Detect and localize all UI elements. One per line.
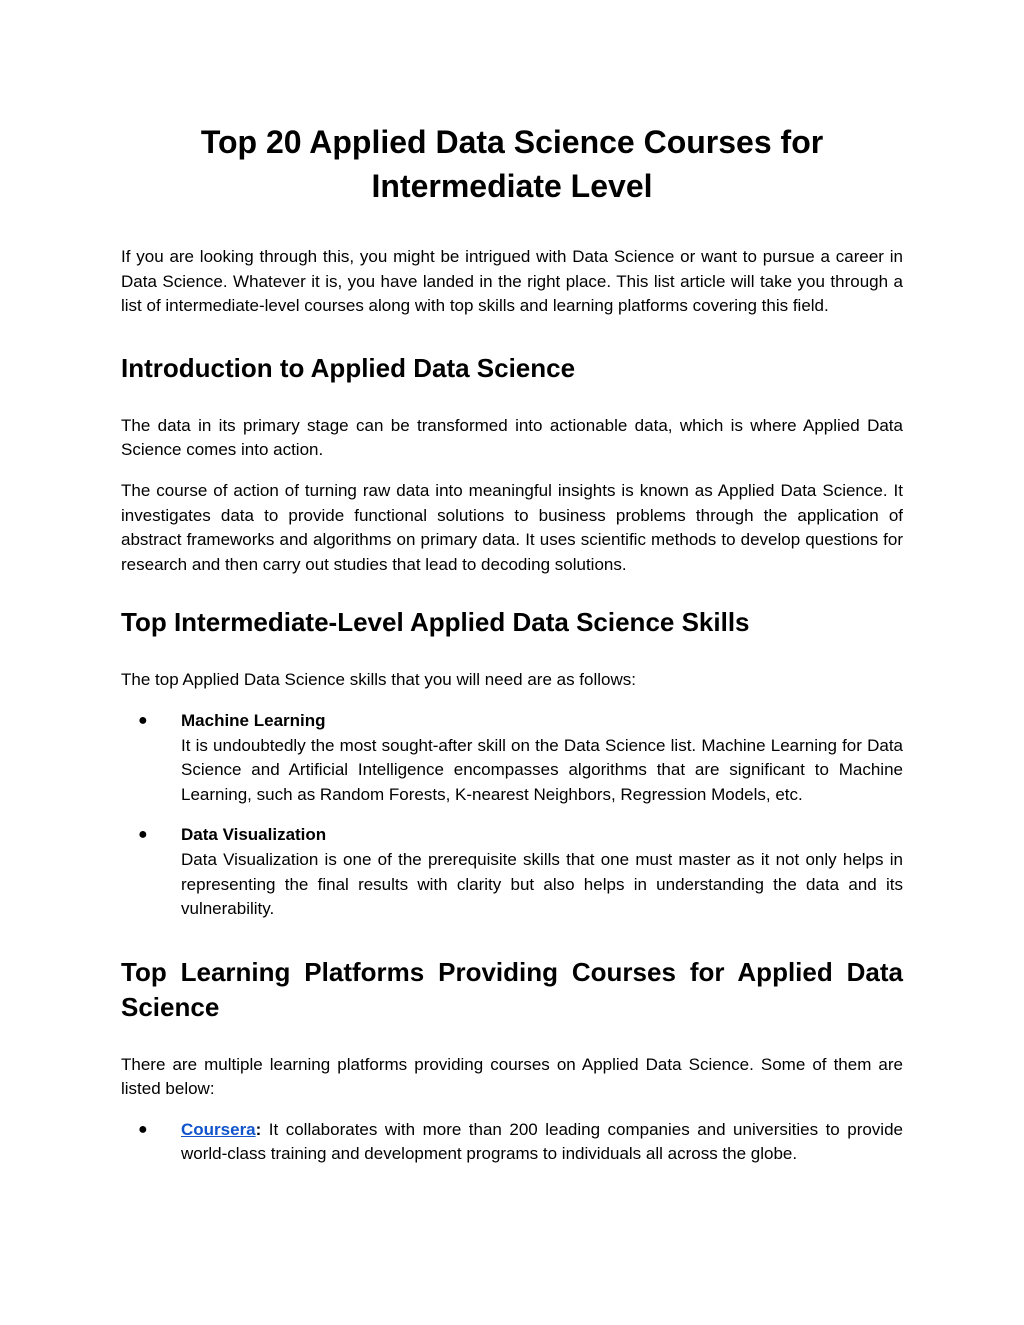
platforms-lead-paragraph: There are multiple learning platforms providing courses on Applied Data Science. Some of them are listed below:: [121, 1054, 903, 1099]
document-page: [121, 0, 903, 1167]
intro-paragraph: If you are looking through this, you might be intrigued with Data Science or want to pursue a career in Data Science. Whatever it is, you have landed in the right place. This list article will take you through a list of intermediate-level courses along with top skills and learning platforms covering this field.: [121, 247, 903, 316]
skill-description-data-visualization: Data Visualization is one of the prerequisite skills that one must master as it not only helps in representing the final results with clarity but also helps in understanding the data and its vulnerability.: [181, 849, 903, 919]
introduction-paragraph-2: The course of action of turning raw data into meaningful insights is known as Applied Data Science. It investigates data to provide functional solutions to business problems through the application of abstract frameworks and algorithms on primary data. It uses scientific methods to develop questions for research and then carry out studies that lead to decoding solutions.: [121, 480, 903, 574]
bullet-icon: ●: [138, 826, 148, 844]
platform-colon: :: [255, 1119, 262, 1139]
skill-title-machine-learning: Machine Learning: [181, 710, 326, 730]
skills-lead-paragraph: The top Applied Data Science skills that you will need are as follows:: [121, 670, 636, 690]
platform-text-coursera: It collaborates with more than 200 leading companies and universities to provide world-class training and development programs to individuals all across the globe.: [181, 1119, 903, 1164]
list-item: [121, 823, 903, 921]
bullet-icon: ●: [138, 711, 148, 729]
skills-list: [121, 709, 903, 922]
skill-title-data-visualization: Data Visualization: [181, 825, 327, 845]
introduction-paragraph-1: The data in its primary stage can be transformed into actionable data, which is where Applied Data Science comes into action.: [121, 415, 903, 460]
platform-description-coursera: [181, 1118, 903, 1167]
coursera-link[interactable]: Coursera: [181, 1119, 256, 1139]
skill-description-machine-learning: It is undoubtedly the most sought-after skill on the Data Science list. Machine Learning for Data Science and Artificial Intelligence encompasses algorithms that are significant to Machine Learning, such as Random Forests, K-nearest Neighbors, Regression Models, etc.: [181, 735, 903, 804]
bullet-icon: ●: [138, 1120, 148, 1138]
section-heading-skills: Top Intermediate-Level Applied Data Science Skills: [121, 607, 750, 638]
list-item: [121, 1118, 903, 1167]
section-heading-introduction: Introduction to Applied Data Science: [121, 352, 576, 383]
section-heading-platforms: Top Learning Platforms Providing Courses for Applied Data Science: [121, 956, 903, 1022]
list-item: [121, 709, 903, 807]
document-title: Top 20 Applied Data Science Courses for Intermediate Level: [200, 124, 824, 204]
platforms-list: [121, 1118, 903, 1167]
